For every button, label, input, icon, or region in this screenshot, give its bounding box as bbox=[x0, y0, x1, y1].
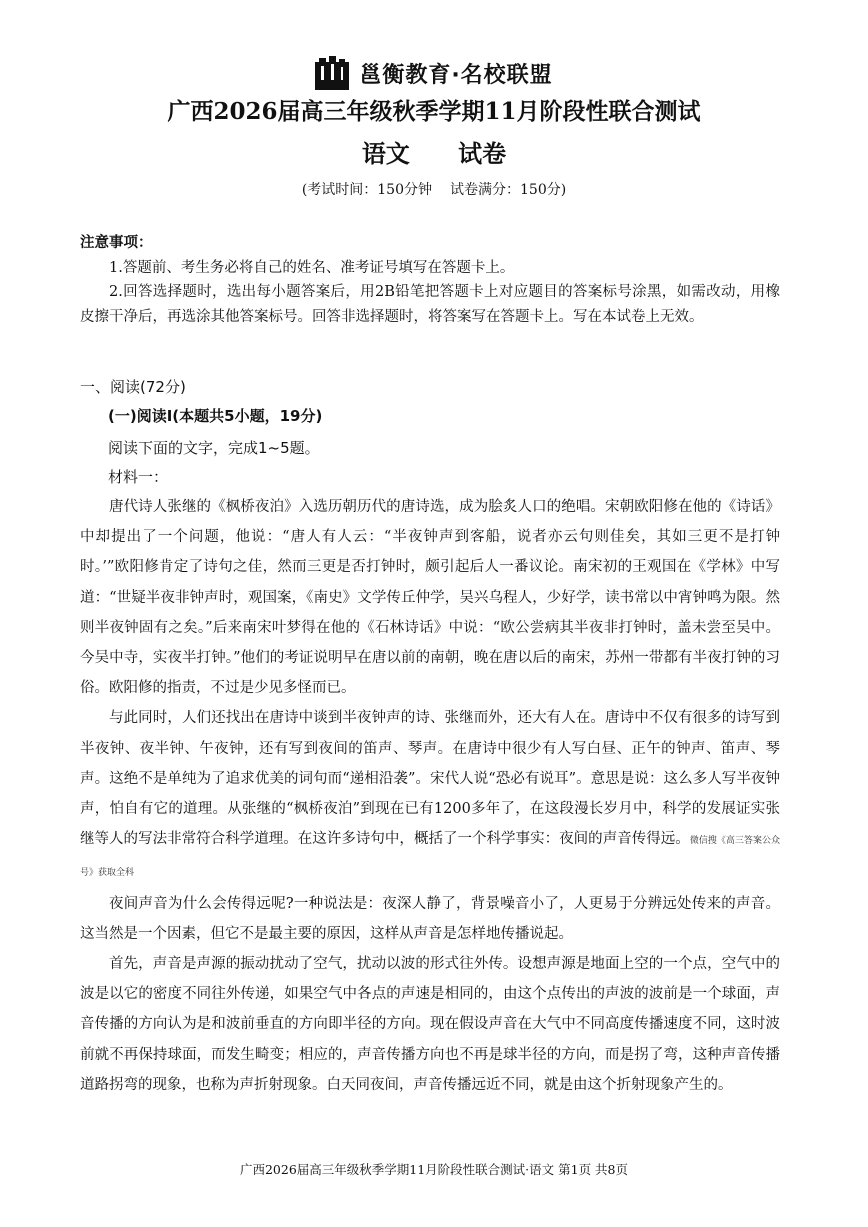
passage-paragraph-1: 唐代诗人张继的《枫桥夜泊》入选历朝历代的唐诗选，成为脍炙人口的绝唱。宋朝欧阳修在他的《诗话》中却提出了一个问题，他说：“唐人有人云：“半夜钟声到客船，说者亦云句则佳矣，其如三更不是打钟时。’”欧阳修肯定了诗句之佳，然而三更是否打钟时，颇引起后人一番议论。南宋初的王观国在《学林》中写道：“世疑半夜非钟声时，观国案，《南史》文学传丘仲学，吴兴乌程人，少好学，读书常以中宵钟鸣为限。然则半夜钟固有之矣。”后来南宋叶梦得在他的《石林诗话》中说：“欧公尝病其半夜非打钟时，盖未尝至吴中。今吴中寺，实夜半打钟。”他们的考证说明早在唐以前的南朝，晚在唐以后的南宋，苏州一带都有半夜打钟的习俗。欧阳修的指责，不过是少见多怪而已。 bbox=[80, 499, 780, 697]
exam-title: 广西2026届高三年级秋季学期11月阶段性联合测试 bbox=[167, 98, 701, 125]
exam-time: (考试时间：150分钟 bbox=[301, 182, 432, 198]
full-score: 试卷满分：150分) bbox=[450, 182, 567, 198]
notice-item-1: 1.答题前、考生务必将自己的姓名、准考证号填写在答题卡上。 bbox=[109, 259, 515, 276]
passage-paragraph-2 bbox=[80, 703, 780, 888]
watermark-note: 微信搜《高三答案公众号》获取全科 bbox=[80, 836, 780, 879]
instruction-text: 阅读下面的文字，完成1~5题。 bbox=[108, 439, 320, 457]
brand-header bbox=[0, 56, 868, 90]
reading-passage bbox=[80, 492, 780, 1100]
paper-title: 语文 试卷 bbox=[361, 140, 507, 168]
passage-paragraph-2-text: 与此同时，人们还找出在唐诗中谈到半夜钟声的诗、张继而外，还大有人在。唐诗中不仅有很多的诗写到半夜钟、夜半钟、午夜钟，还有写到夜间的笛声、琴声。在唐诗中很少有人写白昼、正午的钟声、笛声、琴声。这绝不是单纯为了追求优美的词句而“递相沿袭”。宋代人说“恐必有说耳”。意思是说：这么多人写半夜钟声，怕自有它的道理。从张继的“枫桥夜泊”到现在已有1200多年了，在这段漫长岁月中，科学的发展证实张继等人的写法非常符合科学道理。在这许多诗句中，概括了一个科学事实：夜间的声音传得远。 bbox=[80, 710, 780, 848]
passage-paragraph-3: 夜间声音为什么会传得远呢?一种说法是：夜深人静了，背景噪音小了，人更易于分辨远处传来的声音。这当然是一个因素，但它不是最主要的原因，这样从声音是怎样地传播说起。 bbox=[80, 895, 780, 942]
section-heading: 一、阅读(72分) bbox=[80, 378, 186, 396]
notice-block bbox=[80, 231, 780, 329]
passage-paragraph-4: 首先，声音是声源的振动扰动了空气，扰动以波的形式往外传。设想声源是地面上空的一个点，空气中的波是以它的密度不同往外传递，如果空气中各点的声速是相同的，由这个点传出的声波的波前是一个球面，声音传播的方向认为是和波前垂直的方向即半径的方向。现在假设声音在大气中不同高度传播速度不同，这时波前就不再保持球面，而发生畸变；相应的，声音传播方向也不再是球半径的方向，而是拐了弯，这种声音传播道路拐弯的现象，也称为声折射现象。白天同夜间，声音传播远近不同，就是由这个折射现象产生的。 bbox=[80, 956, 780, 1093]
notice-title: 注意事项： bbox=[80, 235, 153, 251]
book-logo-icon bbox=[315, 56, 349, 90]
exam-info bbox=[0, 179, 868, 199]
notice-item-2: 2.回答选择题时，选出每小题答案后，用2B铅笔把答题卡上对应题目的答案标号涂黑，如需改动，用橡皮擦干净后，再选涂其他答案标号。回答非选择题时，将答案写在答题卡上。写在本试卷上无效。 bbox=[80, 284, 780, 325]
material-label: 材料一： bbox=[108, 468, 169, 486]
page-footer: 广西2026届高三年级秋季学期11月阶段性联合测试·语文 第1页 共8页 bbox=[239, 1162, 629, 1177]
sub-section-heading: (一)阅读Ⅰ(本题共5小题，19分) bbox=[108, 407, 323, 425]
brand-name: 邕衡教育·名校联盟 bbox=[359, 62, 553, 88]
